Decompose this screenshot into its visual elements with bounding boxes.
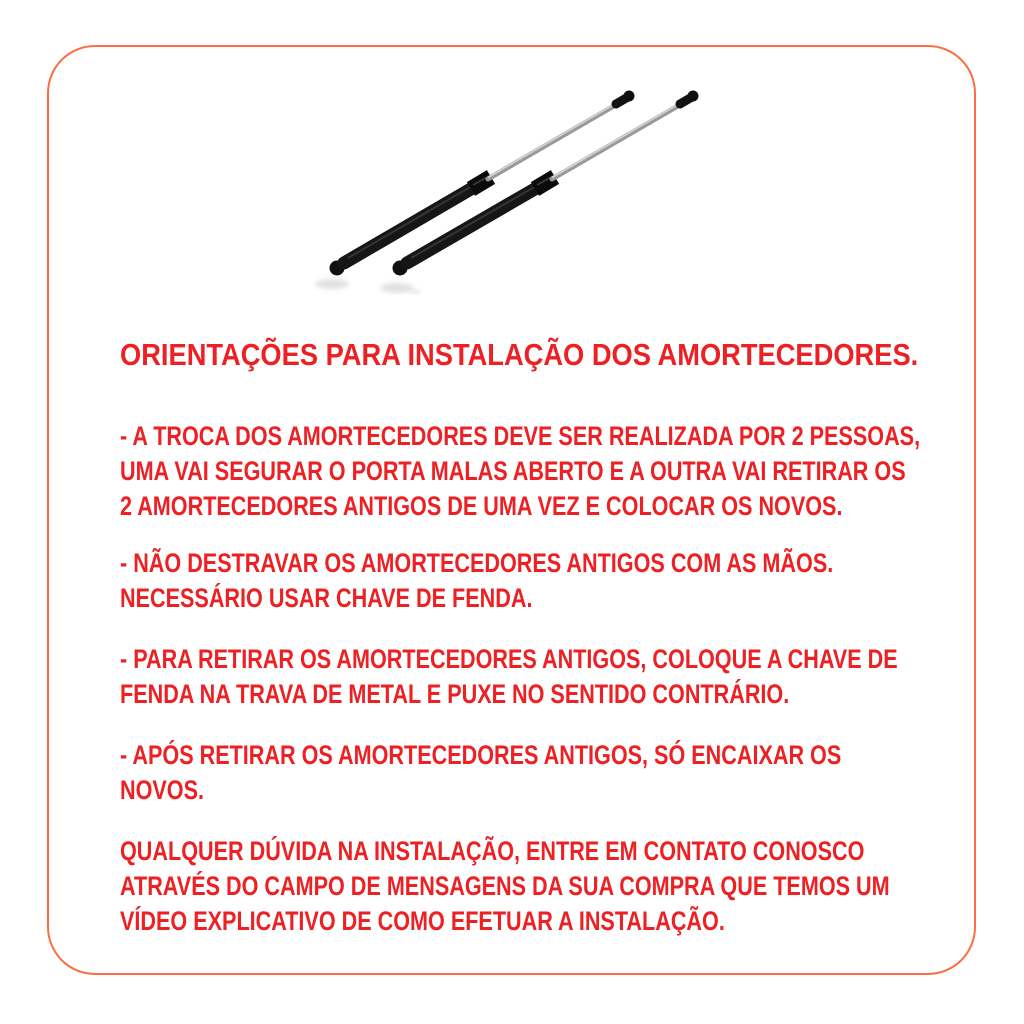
gas-struts-illustration [300, 55, 740, 295]
gas-strut-right [393, 91, 699, 276]
instruction-line: - APÓS RETIRAR OS AMORTECEDORES ANTIGOS, SÓ ENCAIXAR OS [120, 740, 842, 770]
instruction-line: NECESSÁRIO USAR CHAVE DE FENDA. [120, 583, 533, 613]
instruction-paragraph [120, 419, 950, 524]
page-title: ORIENTAÇÕES PARA INSTALAÇÃO DOS AMORTECEDORES. [120, 337, 919, 372]
instruction-paragraph [120, 642, 950, 712]
instruction-line: - PARA RETIRAR OS AMORTECEDORES ANTIGOS, COLOQUE A CHAVE DE [120, 644, 898, 674]
instructions [120, 419, 950, 965]
instruction-paragraph [120, 834, 950, 939]
instruction-paragraph [120, 738, 950, 808]
instruction-line: - NÃO DESTRAVAR OS AMORTECEDORES ANTIGOS COM AS MÃOS. [120, 548, 834, 578]
gas-struts-photo [300, 55, 740, 295]
instruction-line: 2 AMORTECEDORES ANTIGOS DE UMA VEZ E COLOCAR OS NOVOS. [120, 491, 843, 521]
instruction-line: VÍDEO EXPLICATIVO DE COMO EFETUAR A INSTALAÇÃO. [120, 906, 725, 936]
instruction-line: FENDA NA TRAVA DE METAL E PUXE NO SENTIDO CONTRÁRIO. [120, 679, 790, 709]
gas-strut-left [330, 91, 635, 276]
instruction-paragraph [120, 546, 950, 616]
instruction-line: QUALQUER DÚVIDA NA INSTALAÇÃO, ENTRE EM CONTATO CONOSCO [120, 836, 865, 866]
instruction-line: NOVOS. [120, 775, 205, 805]
instruction-line: ATRAVÉS DO CAMPO DE MENSAGENS DA SUA COMPRA QUE TEMOS UM [120, 871, 890, 901]
instruction-line: - A TROCA DOS AMORTECEDORES DEVE SER REALIZADA POR 2 PESSOAS, [120, 421, 921, 451]
instruction-line: UMA VAI SEGURAR O PORTA MALAS ABERTO E A OUTRA VAI RETIRAR OS [120, 456, 906, 486]
